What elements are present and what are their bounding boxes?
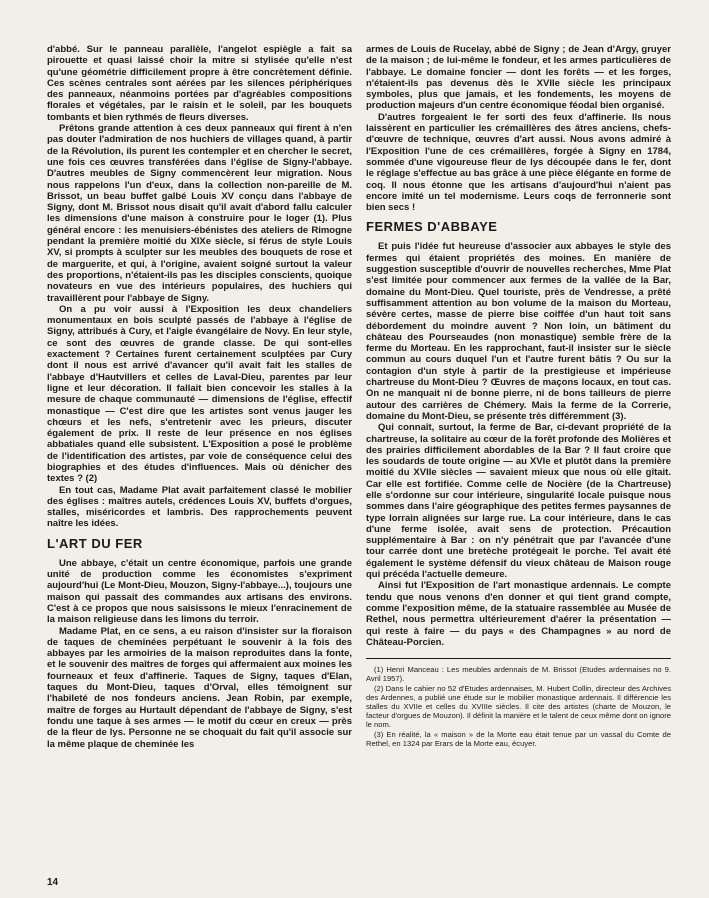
footnote-2: (2) Dans le cahier no 52 d'Etudes ardennaises, M. Hubert Collin, directeur des Archives des Ardennes, a publié une étude sur le mobilier monastique ardennais. Il différencie les stalles du XVIIe et celles du XVIIIe siècles. Il cite des artistes (charte de Mouzon, le facteur d'orgues de Mouzon). Il définit la manière et le talent de ceux même dont on ignore le nom. xyxy=(366,683,671,730)
footnotes xyxy=(366,658,671,748)
footnote-3: (3) En réalité, la « maison » de la Morte eau était tenue par un vassal du Comte de Rethel, en 1324 par Erars de la Morte eau, écuyer. xyxy=(366,729,671,748)
section-heading-art-du-fer: L'ART DU FER xyxy=(47,535,143,551)
paragraph: Ainsi fut l'Exposition de l'art monastique ardennais. Le compte tendu que nous venons d'en donner et qui tient grand compte, comme l'exposition même, de la statuaire rassemblée au Musée de Rethel, nous permettra ultérieurement d'aérer la présentation — qui reste à faire — du pays « des Champagnes » au nord de Château-Porcien. xyxy=(366,580,671,648)
paragraph: Une abbaye, c'était un centre économique, parfois une grande unité de production comme les économistes s'expriment aujourd'hui (Le Mont-Dieu, Mouzon, Signy-l'abbaye...), toujours une maison qui passait des commandes aux artisans des environs. C'est à ce propos que nous saisissons le mieux l'enracinement de la maison religieuse dans les limons du terroir. xyxy=(47,557,352,626)
paragraph: On a pu voir aussi à l'Exposition les deux chandeliers monumentaux en bois sculpté passés de l'abbaye à l'église de Signy, attribués à Cury, et l'aigle évangélaire de Novy. En leur style, ce sont des œuvres de grande classe. De qui sont-elles exactement ? Certaines furent certainement sculptées par Cury dont il nous est arrivé d'avancer qu'il avait fait les stalles de l'abbaye d'Hautvillers et celles de Laval-Dieu, parentes par leur ligne et leur décoration. Il fallait bien concevoir les stalles à la mesure de chaque communauté — dimensions de l'église, effectif monastique — C'est dire que les artistes sont venus jauger les chœurs et les nefs, s'entretenir avec les prieurs, discuter également de prix. Il reste de leur présence en nos églises abbatiales quand elle subsistent. L'Exposition a posé le problème de l'identification des artistes, par voie de conséquence celui des biographies et des études d'influences. Mais où dénicher des textes ? (2) xyxy=(47,303,352,485)
paragraph: Prêtons grande attention à ces deux panneaux qui firent à n'en pas douter l'admiration de nos huchiers de villages quand, à partir de la Révolution, ils purent les contempler et en chercher le secret, une fois ces œuvres transférées dans l'église de Signy-l'abbaye. D'autres meubles de Signy commencèrent leur migration. Nous nous rappelons l'un d'eux, dans la collection non-pareille de M. Brissot, un beau buffet galbé Louis XV conçu dans l'abbaye de Signy, dont M. Brissot nous disait qu'il avait d'abord fallu calculer les dimensions d'une maison à construire pour le loger (1). Plus général encore : les menuisiers-ébénistes des ateliers de Rimogne pendant la première moitié du XIXe siècle, si férus de style Louis XV, si prompts à sculpter sur les meubles des bouquets de rose et de marguerite, et qui, à l'origine, avaient soigné surtout la valeur des proportions, n'étaient-ils pas les disciples conscients, quoique novateurs en vue des intérieurs populaires, des huchiers qui travaillèrent pour l'abbaye de Signy. xyxy=(47,123,352,304)
paragraph: D'autres forgeaient le fer sorti des feux d'affinerie. Ils nous laissèrent en particulier les crémaillères des âtres anciens, chefs-d'œuvre de technique, œuvres d'art aussi. Nous avons admiré à l'Exposition l'une de ces crémaillères, forgée à Signy en 1784, sommée d'une vigoureuse fleur de lys découpée dans le fer, dont le réglage s'effectue au bas grâce à une pièce élégante en forme de coq. Il nous étonne que les artisans d'aujourd'hui n'aient pas encore imité un tel modernisme. Leurs coqs de ferronnerie sont bien secs ! xyxy=(366,111,671,214)
paragraph: d'abbé. Sur le panneau parallèle, l'angelot espiègle a fait sa pirouette et quasi laissé choir la mitre si stylisée qu'elle n'est qu'une géométrie difficilement propre à être concrètement définie. Ces scènes centrales sont aérées par les silences périphériques des panneaux, néanmoins portées par d'agréables compositions florales et végétales, par le raisin et le soleil, par les bouquets tombants et bien rythmés de fleurs diverses. xyxy=(47,44,352,123)
paragraph: En tout cas, Madame Plat avait parfaitement classé le mobilier des églises : maîtres autels, crédences Louis XV, buffets d'orgues, stalles, miséricordes et lambris. Des rapprochements peuvent naître les idées. xyxy=(47,484,352,530)
right-column xyxy=(366,44,671,748)
paragraph: Madame Plat, en ce sens, a eu raison d'insister sur la floraison de taques de cheminées perpétuant le souvenir à la fois des abbayes par les armoiries de la maison reproduites dans la fonte, et le souvenir des maîtres de forges qui affermaient aux moines les fourneaux et feux d'affinerie. Taques de Signy, taques d'Elan, taques du Mont-Dieu, taques d'Orval, elles témoignent sur l'habileté de nos fondeurs anciens. Jean Robin, par exemple, maître de forges au Hurtault dépendant de l'abbaye de Signy, s'est fondu une taque à ses armes — le motif du cœur en creux — près de la fleur de lys. Personne ne se choquait du fait qu'il associe sur la même plaque de cheminée les xyxy=(47,625,352,750)
section-heading-fermes-abbaye: FERMES D'ABBAYE xyxy=(366,219,498,235)
paragraph: Et puis l'idée fut heureuse d'associer aux abbayes le style des fermes qui étaient propriétés des moines. En manière de suggestion susceptible d'ouvrir de nouvelles recherches, Mme Plat s'est limitée pour commencer aux fermes de la vallée de la Bar, domaine du Mont-Dieu. Quel touriste, près de Vendresse, a prêté suffisamment attention au bon volume de la maison du Morteau, sévère certes, masse de pierre bise coiffée d'un haut toit sans débordement du moindre auvent ? Non loin, un bâtiment du château des Pourseaudes (non monastique) semble frère de la ferme du Morteau. En les rapprochant, faut-il insister sur le siècle commun au cours duquel l'un et l'autre furent bâtis ? Ou sur la contagion d'un style à partir de la prestigieuse et impérieuse chartreuse du Mont-Dieu ? Œuvres de maçons locaux, en tout cas. On ne manquait ni de bonne pierre, ni de bons tailleurs de pierre autour des carrières de Chémery. Mais la ferme de la Correrie, domaine du Mont-Dieu, se présente très différemment (3). xyxy=(366,241,671,422)
paragraph: Qui connaît, surtout, la ferme de Bar, ci-devant propriété de la chartreuse, la solitaire au cœur de la forêt profonde des Molières et des prairies difficilement abordables de la Bar ? Il faut croire que les soudards de toute origine — au XVIe et plutôt dans la première moitié du XVIIe siècles — savaient mieux que nous où elle gîtait. Car elle est fortifiée. Comme celle de Nocière (de la Chartreuse) elle s'ordonne sur cour intérieure, singularité locale puisque nous sommes dans l'aire géographique des petites fermes paysannes de type lorrain alignées sur large rue. La cour intérieure, dans le cas d'une ferme isolée, avait sens de protection. Précaution supplémentaire à Bar : on n'y pénétrait que par l'avancée d'une tour carrée dont une bretèche protégeait le porche. Tel avait été également le système défensif du vieux château de Maison rouge qui précéda l'actuelle demeure. xyxy=(366,422,671,581)
page-number: 14 xyxy=(47,877,59,888)
left-column xyxy=(47,44,352,750)
paragraph: armes de Louis de Rucelay, abbé de Signy ; de Jean d'Argy, gruyer de la maison ; de lui-même le fondeur, et les armes particulières de l'abbaye. Le domaine foncier — dont les forêts — et les forges, n'étaient-ils pas devenus dès le XVIIe siècle les principaux symboles, plus que jamais, et les fondements, les moyens de production majeurs d'un centre économique féodal bien organisé. xyxy=(366,44,671,112)
footnote-1: (1) Henri Manceau : Les meubles ardennais de M. Brissot (Etudes ardennaises no 9. Avril 1957). xyxy=(366,665,671,684)
